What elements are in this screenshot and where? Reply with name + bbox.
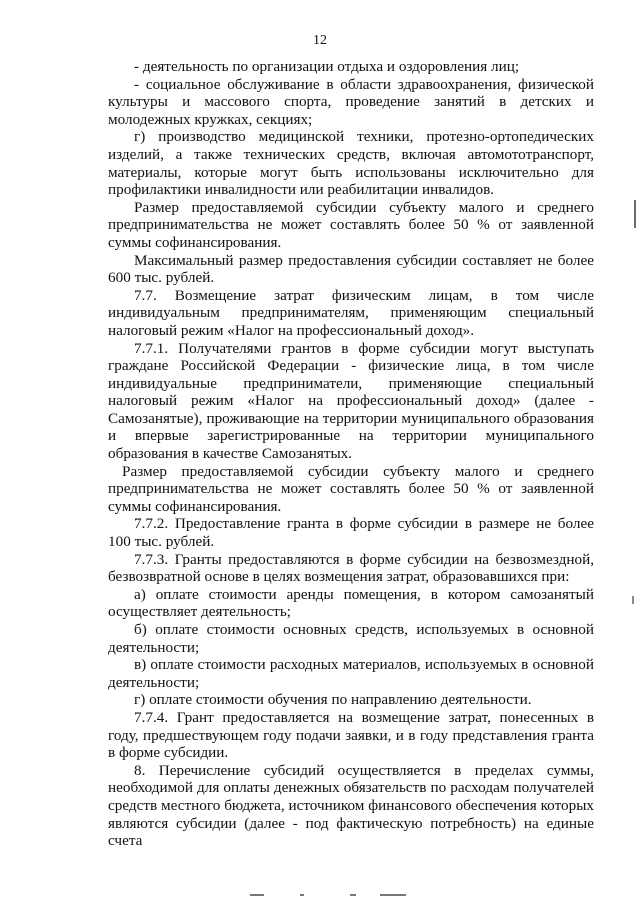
page-number: 12 <box>313 33 327 48</box>
paragraph-9: 7.7.2. Предоставление гранта в форме субсидии в размере не более 100 тыс. рублей. <box>108 515 594 551</box>
paragraph-4: Размер предоставляемой субсидии субъекту малого и среднего предпринимательства не может составлять более 50 % от заявленной суммы софинансирования. <box>108 198 594 251</box>
paragraph-7: 7.7.1. Получателями грантов в форме субсидии могут выступать граждане Российской Федерации - физические лица, в том числе индивидуальные предприниматели, применяющие специальный налоговый режим «Налог на профессиональный доход» (далее - Самозанятые), проживающие на территории муниципального образования и впервые зарегистрированные на территории муниципального образования в качестве Самозанятых. <box>108 339 594 463</box>
document-body <box>108 58 594 850</box>
paragraph-8: Размер предоставляемой субсидии субъекту малого и среднего предпринимательства не может составлять более 50 % от заявленной суммы софинансирования. <box>108 462 594 515</box>
scan-artifact <box>632 596 634 604</box>
paragraph-14: г) оплате стоимости обучения по направлению деятельности. <box>134 691 532 709</box>
paragraph-6: 7.7. Возмещение затрат физическим лицам, в том числе индивидуальным предпринимателям, применяющим специальный налоговый режим «Налог на профессиональный доход». <box>108 286 594 339</box>
scan-artifact <box>634 200 636 228</box>
paragraph-5: Максимальный размер предоставления субсидии составляет не более 600 тыс. рублей. <box>108 251 594 287</box>
paragraph-1: - деятельность по организации отдыха и оздоровления лиц; <box>134 58 520 75</box>
paragraph-12: б) оплате стоимости основных средств, используемых в основной деятельности; <box>108 621 594 656</box>
paragraph-2: - социальное обслуживание в области здравоохранения, физической культуры и массового спорта, проведение занятий в детских и молодежных кружках, секциях; <box>108 75 594 128</box>
paragraph-3: г) производство медицинской техники, протезно-ортопедических изделий, а также технических средств, включая автомототранспорт, материалы, которые могут быть использованы исключительно для профилактики инвалидности или реабилитации инвалидов. <box>108 128 594 199</box>
paragraph-15: 7.7.4. Грант предоставляется на возмещение затрат, понесенных в году, предшествующем году подачи заявки, и в году представления гранта в форме субсидии. <box>108 708 594 762</box>
scan-artifact <box>230 894 430 897</box>
paragraph-16: 8. Перечисление субсидий осуществляется в пределах суммы, необходимой для оплаты денежных обязательств по расходам получателей средств местного бюджета, источником финансового обеспечения которых являются субсидии (далее - под фактическую потребность) на единые счета <box>108 761 594 850</box>
paragraph-13: в) оплате стоимости расходных материалов, используемых в основной деятельности; <box>108 656 594 691</box>
paragraph-11: а) оплате стоимости аренды помещения, в котором самозанятый осуществляет деятельность; <box>108 585 594 621</box>
paragraph-10: 7.7.3. Гранты предоставляются в форме субсидии на безвозмездной, безвозвратной основе в целях возмещения затрат, образовавшихся при: <box>108 550 594 586</box>
